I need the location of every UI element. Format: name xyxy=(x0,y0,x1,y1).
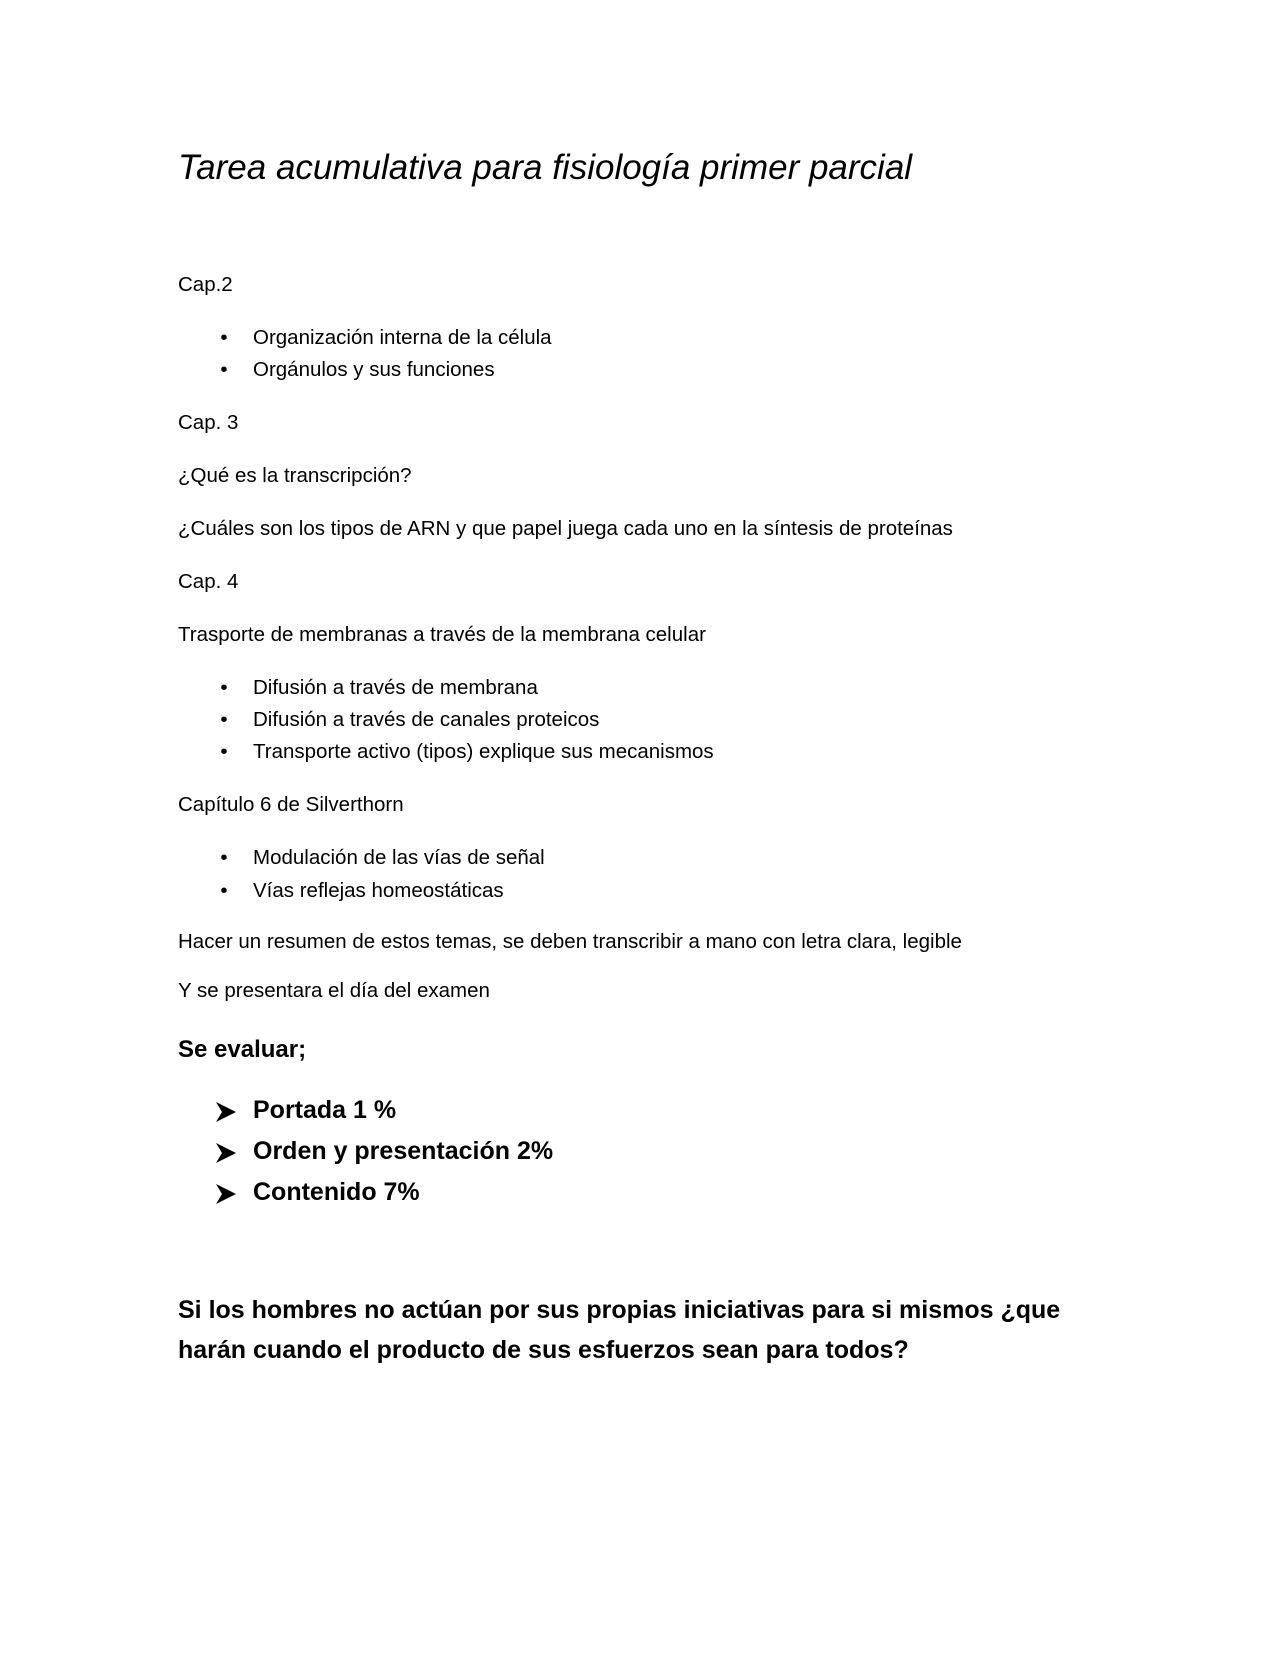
document-title: Tarea acumulativa para fisiología primer parcial xyxy=(178,148,913,187)
bullet-dot-icon: • xyxy=(220,846,228,869)
bullet-dot-icon: • xyxy=(220,708,228,731)
arrowhead-bullet-icon xyxy=(214,1141,238,1165)
bullet-dot-icon: • xyxy=(220,326,228,349)
instruction-line-2: Y se presentara el día del examen xyxy=(178,979,490,1002)
arrowhead-bullet-icon xyxy=(214,1100,238,1124)
cap2-label: Cap.2 xyxy=(178,273,233,296)
cap3-label: Cap. 3 xyxy=(178,411,239,434)
bullet-dot-icon: • xyxy=(220,358,228,381)
arrowhead-bullet-icon xyxy=(214,1182,238,1206)
bullet-dot-icon: • xyxy=(220,676,228,699)
cap4-intro: Trasporte de membranas a través de la membrana celular xyxy=(178,623,706,646)
bullet-dot-icon: • xyxy=(220,740,228,763)
cap6-label: Capítulo 6 de Silverthorn xyxy=(178,793,404,816)
instruction-line-1: Hacer un resumen de estos temas, se deben transcribir a mano con letra clara, legible xyxy=(178,930,962,953)
cap4-label: Cap. 4 xyxy=(178,570,239,593)
evaluation-heading: Se evaluar; xyxy=(178,1036,307,1063)
closing-quote: Si los hombres no actúan por sus propias iniciativas para si mismos ¿que harán cuando el producto de sus esfuerzos sean para todos? xyxy=(178,1296,1061,1364)
cap3-question-2: ¿Cuáles son los tipos de ARN y que papel juega cada uno en la síntesis de proteínas xyxy=(178,517,953,540)
cap3-question-1: ¿Qué es la transcripción? xyxy=(178,464,412,487)
bullet-dot-icon: • xyxy=(220,879,228,902)
